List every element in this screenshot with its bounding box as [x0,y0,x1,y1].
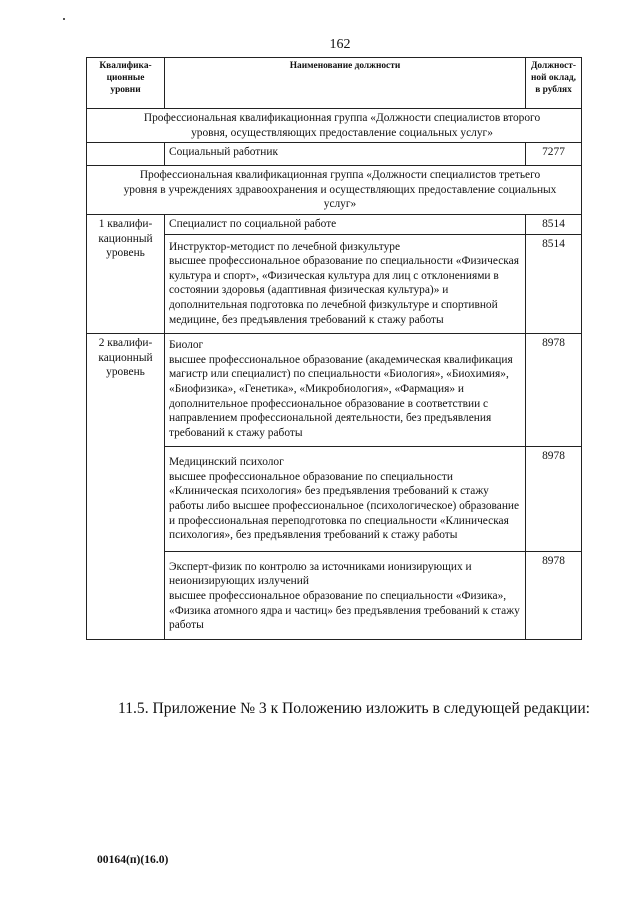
salary-cell: 8978 [526,447,582,552]
header-level: Квалифика- ционные уровни [87,58,165,109]
salary-cell: 8978 [526,334,582,447]
group-row [87,166,582,215]
position-medical-psychologist: Медицинский психолог высшее профессиональное образование по специальности «Клиническая психология» без предъявления требований к стажу работы либо высшее профессиональное (психологическое) образование и профессиональная переподготовка по специальности «Клиническая психология», без предъявления требований к стажу работы [165,447,526,552]
position-lfk-instructor: Инструктор-методист по лечебной физкультуре высшее профессиональное образование по специальности «Физическая культура и спорт», «Физическая культура для лиц с отклонениями в состоянии здоровья (адаптивная физическая культура)» и дополнительная подготовка по лечебной физкультуре и спортивной медицине, без предъявления требований к стажу работы [165,234,526,334]
level-cell-empty [87,143,165,166]
level-1-label: 1 квалифи- кационный уровень [87,214,165,333]
group-title-1: Профессиональная квалификационная группа «Должности специалистов второго уровня, осуществляющих предоставление социальных услуг» [87,109,582,143]
salary-cell: 8514 [526,234,582,334]
group-title-2: Профессиональная квалификационная группа «Должности специалистов третьего уровня в учреждениях здравоохранения и осуществляющих предоставление социальных услуг» [87,166,582,215]
table-header-row [87,58,582,109]
header-position: Наименование должности [165,58,526,109]
level-2-label: 2 квалифи- кационный уровень [87,334,165,640]
position-social-worker: Социальный работник [165,143,526,166]
position-social-work-specialist: Специалист по социальной работе [165,214,526,234]
salary-cell: 8978 [526,551,582,639]
position-biologist: Биолог высшее профессиональное образование (академическая квалификация магистр или специалист) по специальности «Биология», «Биохимия», «Биофизика», «Генетика», «Микробиология», «Фармация» и дополнительное профессиональное образование в соответствии с направлением профессиональной деятельности, без предъявления требований к стажу работы [165,334,526,447]
page-number: 162 [329,37,351,52]
header-salary: Должност- ной оклад, в рублях [526,58,582,109]
document-code: 00164(п)(16.0) [97,853,169,866]
group-row [87,109,582,143]
table-row [87,143,582,166]
position-physics-expert: Эксперт-физик по контролю за источниками ионизирующих и неионизирующих излучений высшее профессиональное образование по специальности «Физика», «Физика атомного ядра и частиц» без предъявления требований к стажу работы [165,551,526,639]
salary-table [86,57,582,640]
table-row [87,334,582,447]
paragraph-11-5: 11.5. Приложение № 3 к Положению изложить в следующей редакции: [118,700,590,717]
table-row [87,214,582,234]
salary-social-worker: 7277 [526,143,582,166]
salary-cell: 8514 [526,214,582,234]
scan-speck [63,18,65,20]
